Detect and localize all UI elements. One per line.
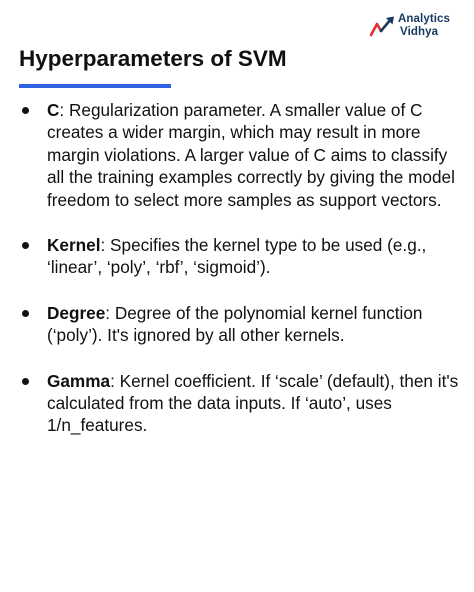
list-item-c (19, 99, 459, 211)
term-label: Kernel (47, 235, 101, 256)
term-label: Gamma (47, 370, 111, 391)
logo-line-1: Analytics (398, 13, 451, 25)
bullet-dot-icon (22, 242, 29, 249)
bullet-dot-icon (22, 310, 29, 317)
list-item-gamma (19, 370, 459, 437)
title-underline (19, 84, 171, 88)
page-title: Hyperparameters of SVM (19, 46, 287, 71)
hyperparameter-list (19, 99, 459, 460)
list-item-degree (19, 302, 459, 347)
bullet-dot-icon (22, 378, 29, 385)
term-description: : Specifies the kernel type to be used (e.g., ‘linear’, ‘poly’, ‘rbf’, ‘sigmoid’). (47, 235, 427, 278)
logo-line-2: Vidhya (400, 26, 439, 38)
term-description: : Degree of the polynomial kernel function (‘poly’). It's ignored by all other kernels. (47, 302, 423, 346)
list-item-kernel (19, 234, 459, 279)
term-description: : Regularization parameter. A smaller value of C creates a wider margin, which may result in more margin violations. A larger value of C aims to classify all the training examples correctly by giving the model freedom to select more samples as support vectors. (47, 100, 455, 210)
trend-arrow-icon (369, 16, 399, 38)
term-description: : Kernel coefficient. If ‘scale’ (default), then it's calculated from the data inputs. If ‘auto’, uses 1/n_features. (47, 370, 459, 436)
bullet-dot-icon (22, 107, 29, 114)
logo-wordmark (398, 13, 450, 39)
term-label: C (47, 100, 60, 120)
term-label: Degree (47, 302, 106, 323)
analytics-vidhya-logo (369, 12, 465, 40)
